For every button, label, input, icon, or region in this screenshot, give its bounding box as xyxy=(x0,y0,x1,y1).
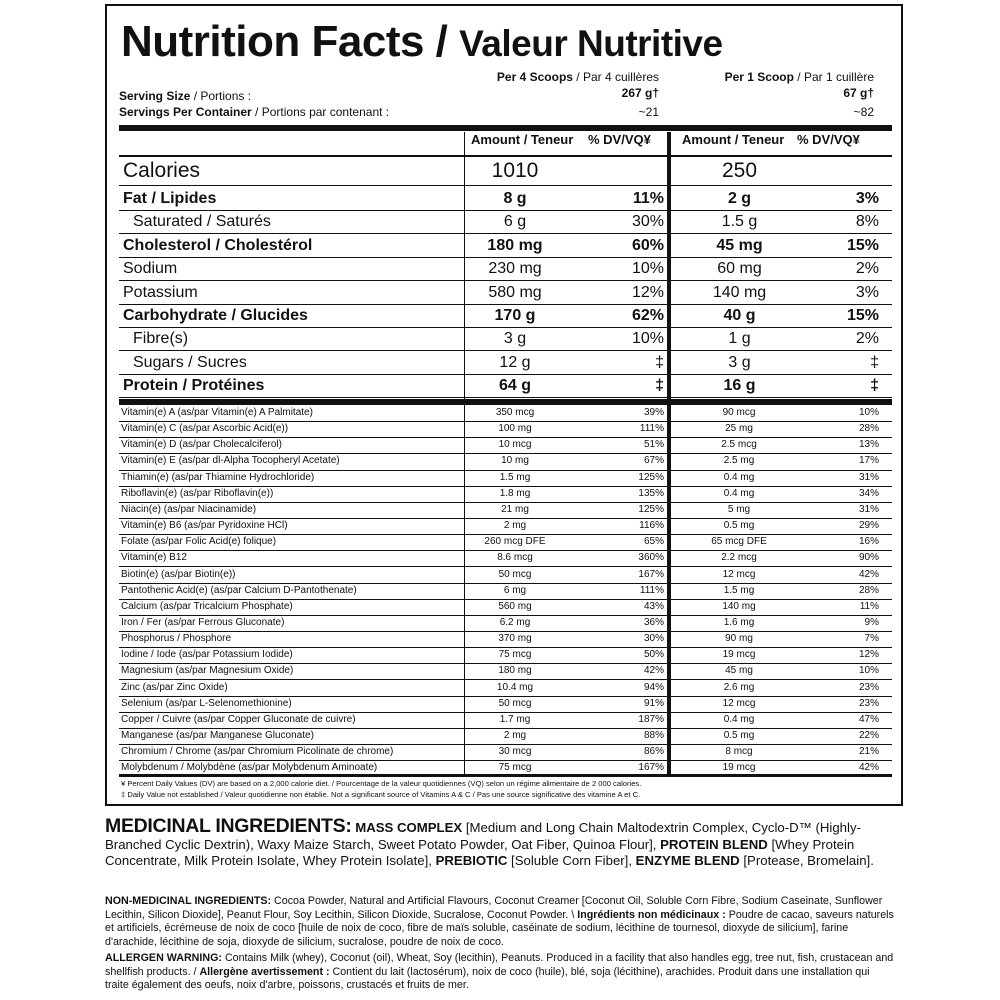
vitamin-name: Selenium (as/par L-Selenomethionine) xyxy=(121,697,292,709)
vitamin-row xyxy=(119,502,892,519)
divider-left xyxy=(464,132,465,774)
amount-col2: 2.5 mg xyxy=(723,455,755,467)
amount-col2: 2 g xyxy=(727,190,752,207)
dv-col2: 7% xyxy=(864,633,879,645)
amount-col1: 10 mcg xyxy=(498,439,532,451)
amount-col1: 580 mg xyxy=(488,283,542,301)
divider-center xyxy=(667,132,671,774)
amount-col1: 2 mg xyxy=(503,730,527,741)
vitamin-row xyxy=(119,567,892,584)
vitamin-row xyxy=(119,470,892,487)
dv-col1: 86% xyxy=(643,746,664,758)
vitamin-row xyxy=(119,534,892,551)
amount-col1: 1.7 mg xyxy=(499,713,531,725)
vitamin-row xyxy=(119,599,892,616)
amount-col2: 45 mg xyxy=(725,665,753,677)
amount-col1: 10 mg xyxy=(501,455,529,467)
dv-col1: 43% xyxy=(643,600,664,612)
dv-col2: 31% xyxy=(858,471,879,483)
vitamin-row xyxy=(119,631,892,648)
amount-col2: 19 mcg xyxy=(722,649,756,661)
vitamin-row xyxy=(119,437,892,454)
dv-col2: 28% xyxy=(858,584,879,596)
vitamin-name: Copper / Cuivre (as/par Copper Gluconate de cuivre) xyxy=(121,713,356,725)
allergen-warning xyxy=(105,952,895,993)
amount-col2: 140 mg xyxy=(712,283,767,301)
nutrient-row xyxy=(119,304,892,328)
amount-col1: 75 mcg xyxy=(498,762,532,774)
dv-col2: 23% xyxy=(858,681,879,693)
amount-col1: 6.2 mg xyxy=(499,616,531,628)
vitamin-row xyxy=(119,405,892,422)
amount-col1: 1.8 mg xyxy=(499,487,531,499)
dv-col1: 50% xyxy=(643,649,664,661)
dv-col2: 3% xyxy=(855,190,879,207)
dv-col1: 135% xyxy=(638,487,664,499)
nutrient-row xyxy=(119,374,892,398)
amount-col1: 180 mg xyxy=(498,665,532,677)
non-medicinal-text-fr: Poudre de cacao, saveurs naturels et artificiels, écrémeuse de noix de coco [huile de noix de coco, fibre de maïs soluble, caséinate de sodium, lécithine de tournesol, dioxyde de silicium], farine d'arachide, lécithine de soja, dioxyde de silicium, sucralose, poudre de noix de coco. xyxy=(105,908,894,948)
calories-row xyxy=(119,157,892,186)
vitamin-name: Magnesium (as/par Magnesium Oxide) xyxy=(121,665,294,677)
nutrient-row xyxy=(119,234,892,258)
vitamin-row xyxy=(119,744,892,761)
amount-col2: 3 g xyxy=(728,353,751,371)
dv-col2: ‡ xyxy=(870,377,879,395)
dv-col1: 67% xyxy=(643,455,664,467)
amount-col1: 21 mg xyxy=(501,503,529,515)
dv-col1: 360% xyxy=(638,552,664,564)
nutrient-name: Fibre(s) xyxy=(133,330,189,348)
amount-col2: 16 g xyxy=(723,377,756,395)
servings-per-container-col1: ~21 xyxy=(638,105,659,119)
amount-col2: 2.2 mcg xyxy=(721,552,757,564)
vitamin-row xyxy=(119,728,892,745)
amount-col2: 12 mcg xyxy=(722,697,756,709)
amount-col1: 100 mg xyxy=(498,423,532,435)
dv-col1: 10% xyxy=(631,260,664,278)
mass-complex-text: [Medium and Long Chain Maltodextrin Complex, Cyclo-D™ (Highly-Branched Cyclic Dextrin), Waxy Maize Starch, Sweet Potato Powder, Oat Fiber, Quinoa Flour], xyxy=(105,820,861,852)
amount-col1: 170 g xyxy=(494,307,536,324)
dv-col2: 17% xyxy=(858,455,879,467)
amount-col2: 140 mg xyxy=(722,600,756,612)
dv-col2: 31% xyxy=(858,503,879,515)
servings-per-container-label: Servings Per Container / Portions par contenant : xyxy=(119,105,390,119)
dv-col1: 51% xyxy=(643,439,664,451)
calories-col1: 1010 xyxy=(491,159,539,182)
nutrient-row xyxy=(119,257,892,281)
nutrient-name: Cholesterol / Cholestérol xyxy=(123,236,313,254)
amount-col2: 0.4 mg xyxy=(723,487,755,499)
vitamin-name: Thiamin(e) (as/par Thiamine Hydrochloride) xyxy=(121,471,315,483)
vitamin-row xyxy=(119,583,892,600)
vitamin-name: Iron / Fer (as/par Ferrous Gluconate) xyxy=(121,616,285,628)
vitamin-name: Phosphorus / Phosphore xyxy=(121,633,232,645)
dv-col1: 42% xyxy=(643,665,664,677)
vitamin-name: Vitamin(e) B6 (as/par Pyridoxine HCl) xyxy=(121,520,288,532)
amount-col2: 65 mcg DFE xyxy=(711,536,767,548)
vitamin-name: Vitamin(e) D (as/par Cholecalciferol) xyxy=(121,439,282,451)
amount-col2: 0.4 mg xyxy=(723,713,755,725)
vitamin-row xyxy=(119,712,892,729)
amount-col1: 8.6 mcg xyxy=(497,552,533,564)
allergen-heading: ALLERGEN WARNING: xyxy=(105,952,222,964)
dv-col2: 29% xyxy=(858,520,879,532)
amount-col2: 2.6 mg xyxy=(723,681,755,693)
nutrient-row xyxy=(119,351,892,375)
nutrient-name: Protein / Protéines xyxy=(123,377,265,395)
dv-col2: 13% xyxy=(858,439,879,451)
servings-per-container-col2: ~82 xyxy=(853,105,874,119)
header-amount-col1: Amount / Teneur xyxy=(471,132,574,147)
amount-col2: 8 mcg xyxy=(725,746,753,758)
dv-col2: ‡ xyxy=(870,353,879,371)
non-medicinal-text-en: Cocoa Powder, Natural and Artificial Flavours, Coconut Creamer [Coconut Oil, Soluble Corn Fibre, Sodium Caseinate, Sunflower Lecithin, Silicon Dioxide], Peanut Flour, Soy Lecithin, Silicon Dioxide, Sucralose, Coconut Powder. \ xyxy=(105,895,883,921)
amount-col2: 25 mg xyxy=(725,423,753,435)
thick-rule-bottom xyxy=(119,774,892,777)
nutrient-name: Fat / Lipides xyxy=(123,190,217,207)
amount-col1: 12 g xyxy=(499,353,531,371)
dv-col1: 62% xyxy=(631,307,664,324)
amount-col1: 75 mcg xyxy=(498,649,532,661)
vitamin-name: Molybdenum / Molybdène (as/par Molybdenum Aminoate) xyxy=(121,762,378,774)
vitamin-name: Manganese (as/par Manganese Gluconate) xyxy=(121,730,314,741)
dv-col2: 90% xyxy=(858,552,879,564)
dv-col1: 30% xyxy=(643,633,664,645)
serving-size-col2: 67 g† xyxy=(843,86,874,100)
col1-label: Per 4 Scoops / Par 4 cuillères xyxy=(496,70,659,84)
dv-col1: 36% xyxy=(643,616,664,628)
nutrition-title xyxy=(121,12,723,74)
dv-col2: 11% xyxy=(859,600,879,612)
nutrient-row xyxy=(119,281,892,305)
allergen-text-fr: Contient du lait (lactosérum), noix de coco (huile), blé, soja (lécithine), arachides. Produit dans une installation qui traite également des oeufs, noix d'arbre, poissons, crustacés et fruits de mer. xyxy=(105,965,870,991)
vitamin-row xyxy=(119,550,892,567)
amount-col1: 6 mg xyxy=(503,584,527,596)
enzyme-blend-text: [Protease, Bromelain]. xyxy=(739,853,874,868)
amount-col2: 40 g xyxy=(723,307,756,324)
dv-col1: 187% xyxy=(638,713,664,725)
dv-col2: 21% xyxy=(858,746,879,758)
amount-col2: 0.5 mg xyxy=(723,520,755,532)
dv-col1: 111% xyxy=(639,423,664,435)
medicinal-ingredients xyxy=(105,815,895,870)
title-fr: Valeur Nutritive xyxy=(459,23,723,64)
amount-col1: 8 g xyxy=(503,190,527,207)
nutrition-facts-panel xyxy=(105,4,903,806)
amount-col1: 3 g xyxy=(503,330,527,348)
dv-col1: 39% xyxy=(643,407,664,418)
nutrient-row xyxy=(119,187,892,211)
non-medicinal-heading: NON-MEDICINAL INGREDIENTS: xyxy=(105,895,272,907)
amount-col1: 180 mg xyxy=(487,236,543,254)
dv-col1: 167% xyxy=(638,568,664,580)
nutrient-row xyxy=(119,327,892,351)
vitamin-row xyxy=(119,680,892,697)
amount-col2: 0.5 mg xyxy=(723,730,755,741)
dv-col2: 10% xyxy=(858,407,879,418)
footnote-not-established: ‡ Daily Value not established / Valeur quotidienne non établie. Not a significant source of Vitamins A & C / Pas une source significative des vitamine A et C. xyxy=(121,790,641,799)
vitamin-row xyxy=(119,518,892,535)
dv-col2: 34% xyxy=(858,487,879,499)
header-dv-col1: % DV/VQ¥ xyxy=(588,132,651,147)
nutrient-name: Sugars / Sucres xyxy=(133,353,247,371)
vitamin-name: Pantothenic Acid(e) (as/par Calcium D-Pantothenate) xyxy=(121,584,357,596)
prebiotic-label: PREBIOTIC xyxy=(435,853,508,868)
vitamin-name: Vitamin(e) B12 xyxy=(121,552,187,564)
header-dv-col2: % DV/VQ¥ xyxy=(797,132,860,147)
vitamin-name: Calcium (as/par Tricalcium Phosphate) xyxy=(121,600,293,612)
dv-col1: 111% xyxy=(639,584,664,596)
nutrient-name: Saturated / Saturés xyxy=(133,213,271,231)
dv-col2: 2% xyxy=(855,260,879,278)
amount-col2: 2.5 mcg xyxy=(721,439,757,451)
amount-col2: 1.6 mg xyxy=(723,616,755,628)
dv-col2: 12% xyxy=(858,649,879,661)
vitamin-name: Zinc (as/par Zinc Oxide) xyxy=(121,681,228,693)
protein-blend-text: [Whey Protein Concentrate, Milk Protein Isolate, Whey Protein Isolate], xyxy=(105,836,855,868)
dv-col1: 88% xyxy=(643,730,664,741)
amount-col2: 90 mg xyxy=(725,633,753,645)
non-medicinal-heading-fr: Ingrédients non médicinaux : xyxy=(577,908,726,921)
title-separator: / xyxy=(423,17,460,66)
serving-size-label: Serving Size / Portions : xyxy=(119,89,252,103)
amount-col2: 0.4 mg xyxy=(723,471,755,483)
dv-col1: 91% xyxy=(643,697,664,709)
dv-col1: 125% xyxy=(638,503,664,515)
vitamin-name: Chromium / Chrome (as/par Chromium Picolinate de chrome) xyxy=(121,746,394,758)
dv-col2: 23% xyxy=(858,697,879,709)
amount-col1: 30 mcg xyxy=(498,746,532,758)
vitamin-name: Niacin(e) (as/par Niacinamide) xyxy=(121,503,257,515)
dv-col1: 11% xyxy=(632,190,664,207)
vitamin-row xyxy=(119,486,892,503)
dv-col1: ‡ xyxy=(655,377,664,395)
amount-col1: 350 mcg xyxy=(495,407,535,418)
dv-col1: ‡ xyxy=(655,353,664,371)
amount-col1: 50 mcg xyxy=(498,697,532,709)
vitamin-row xyxy=(119,615,892,632)
amount-col1: 6 g xyxy=(503,213,527,231)
protein-blend-label: PROTEIN BLEND xyxy=(660,836,768,852)
nutrient-row xyxy=(119,210,892,234)
nutrient-name: Sodium xyxy=(123,260,178,278)
vitamin-name: Iodine / Iode (as/par Potassium Iodide) xyxy=(121,649,293,661)
dv-col2: 42% xyxy=(858,762,879,774)
amount-col1: 230 mg xyxy=(488,260,542,278)
amount-col2: 90 mcg xyxy=(722,407,756,418)
amount-col1: 50 mcg xyxy=(498,568,532,580)
dv-col1: 94% xyxy=(643,681,664,693)
dv-col2: 3% xyxy=(855,283,879,301)
amount-col2: 45 mg xyxy=(716,236,763,254)
dv-col1: 30% xyxy=(631,213,664,231)
amount-col1: 560 mg xyxy=(498,600,532,612)
amount-col1: 64 g xyxy=(498,377,531,395)
dv-col1: 167% xyxy=(638,762,664,774)
vitamin-name: Vitamin(e) E (as/par dl-Alpha Tocopheryl Acetate) xyxy=(121,455,340,467)
vitamin-row xyxy=(119,453,892,470)
header-amount-col2: Amount / Teneur xyxy=(682,132,785,147)
dv-col2: 28% xyxy=(858,423,879,435)
vitamin-name: Vitamin(e) A (as/par Vitamin(e) A Palmitate) xyxy=(121,407,313,418)
dv-col2: 9% xyxy=(864,616,879,628)
amount-col2: 12 mcg xyxy=(722,568,756,580)
calories-col2: 250 xyxy=(721,159,758,182)
amount-col1: 2 mg xyxy=(503,520,527,532)
thick-rule-top xyxy=(119,125,892,131)
vitamin-name: Riboflavin(e) (as/par Riboflavin(e)) xyxy=(121,487,274,499)
dv-col1: 12% xyxy=(631,283,664,301)
amount-col1: 10.4 mg xyxy=(496,681,534,693)
dv-col2: 42% xyxy=(858,568,879,580)
amount-col2: 1.5 g xyxy=(721,213,758,231)
vitamin-name: Folate (as/par Folic Acid(e) folique) xyxy=(121,536,277,548)
nutrient-name: Potassium xyxy=(123,283,198,301)
dv-col2: 2% xyxy=(855,330,879,348)
vitamin-name: Vitamin(e) C (as/par Ascorbic Acid(e)) xyxy=(121,423,289,435)
vitamin-row xyxy=(119,647,892,664)
dv-col1: 60% xyxy=(631,236,664,254)
footnote-dv: ¥ Percent Daily Values (DV) are based on a 2,000 calorie diet. / Pourcentage de la valeur quotidiennes (VQ) selon un régime alimentaire de 2 000 calories. xyxy=(121,779,642,788)
title-en: Nutrition Facts xyxy=(121,17,424,66)
prebiotic-text: [Soluble Corn Fiber], xyxy=(507,853,636,868)
dv-col2: 8% xyxy=(855,213,879,231)
non-medicinal-ingredients xyxy=(105,895,895,949)
medicinal-heading: MEDICINAL INGREDIENTS: xyxy=(105,815,352,837)
dv-col2: 16% xyxy=(858,536,879,548)
mass-complex-label: MASS COMPLEX xyxy=(355,820,463,835)
dv-col2: 15% xyxy=(846,307,879,324)
col2-label: Per 1 Scoop / Par 1 cuillère xyxy=(724,70,874,84)
vitamin-row xyxy=(119,421,892,438)
vitamin-row xyxy=(119,696,892,713)
dv-col2: 22% xyxy=(858,730,879,741)
allergen-text-en: Contains Milk (whey), Coconut (oil), Wheat, Soy (lecithin), Peanuts. Produced in a facility that also handles egg, tree nut, fish, crustacean and shellfish products. / xyxy=(105,952,894,978)
amount-col1: 260 mcg DFE xyxy=(484,536,546,548)
dv-col1: 65% xyxy=(643,536,664,548)
serving-size-col1: 267 g† xyxy=(621,86,659,100)
dv-col1: 125% xyxy=(638,471,664,483)
dv-col2: 10% xyxy=(858,665,879,677)
amount-col2: 60 mg xyxy=(717,260,762,278)
amount-col2: 1.5 mg xyxy=(723,584,755,596)
dv-col1: 116% xyxy=(639,520,664,532)
allergen-heading-fr: Allergène avertissement : xyxy=(199,965,330,978)
amount-col2: 5 mg xyxy=(727,503,751,515)
amount-col2: 1 g xyxy=(728,330,751,348)
dv-col2: 47% xyxy=(858,713,879,725)
calories-label: Calories xyxy=(123,159,201,182)
amount-col1: 370 mg xyxy=(498,633,532,645)
vitamin-row xyxy=(119,663,892,680)
dv-col2: 15% xyxy=(846,236,879,254)
amount-col2: 19 mcg xyxy=(722,762,756,774)
dv-col1: 10% xyxy=(631,330,664,348)
amount-col1: 1.5 mg xyxy=(499,471,531,483)
nutrient-name: Carbohydrate / Glucides xyxy=(123,307,308,324)
vitamin-name: Biotin(e) (as/par Biotin(e)) xyxy=(121,568,236,580)
enzyme-blend-label: ENZYME BLEND xyxy=(635,853,740,868)
